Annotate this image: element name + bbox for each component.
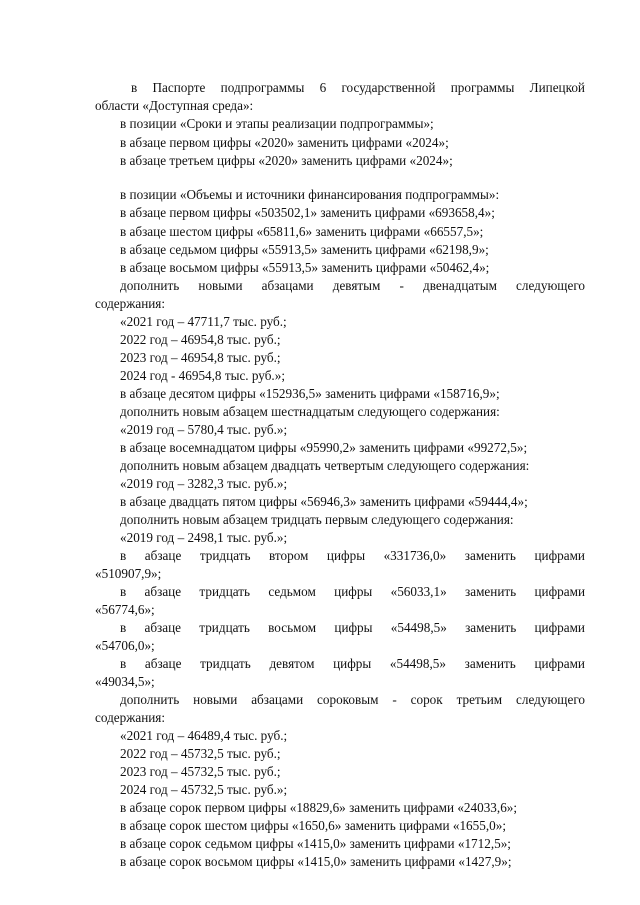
paragraph-line: дополнить новым абзацем двадцать четвертым следующего содержания: bbox=[120, 458, 530, 473]
paragraph-line: «510907,9»; bbox=[95, 566, 162, 581]
paragraph-line: «2019 год – 3282,3 тыс. руб.»; bbox=[120, 476, 288, 491]
paragraph-line: «2019 год – 2498,1 тыс. руб.»; bbox=[120, 530, 288, 545]
paragraph-line: в абзаце седьмом цифры «55913,5» заменить цифрами «62198,9»; bbox=[120, 242, 489, 257]
paragraph-line: «2021 год – 46489,4 тыс. руб.; bbox=[120, 728, 288, 743]
paragraph-line: в абзаце сорок восьмом цифры «1415,0» заменить цифрами «1427,9»; bbox=[120, 854, 512, 869]
paragraph-line: содержания: bbox=[95, 296, 166, 311]
paragraph-line: в абзаце сорок седьмом цифры «1415,0» заменить цифрами «1712,5»; bbox=[120, 836, 511, 851]
paragraph-line: «54706,0»; bbox=[95, 638, 155, 653]
paragraph-line: в абзаце двадцать пятом цифры «56946,3» заменить цифрами «59444,4»; bbox=[120, 494, 528, 509]
paragraph-line: в абзаце тридцать девятом цифры «54498,5» заменить цифрами bbox=[120, 656, 585, 671]
paragraph-line: дополнить новыми абзацами сороковым - сорок третьим следующего bbox=[120, 692, 585, 707]
paragraph-line: в Паспорте подпрограммы 6 государственной программы Липецкой bbox=[131, 80, 585, 95]
paragraph-line: в абзаце тридцать седьмом цифры «56033,1» заменить цифрами bbox=[120, 584, 585, 599]
paragraph-line: 2022 год – 46954,8 тыс. руб.; bbox=[120, 332, 281, 347]
paragraph-line: 2024 год - 46954,8 тыс. руб.»; bbox=[120, 368, 285, 383]
paragraph-line: 2023 год – 46954,8 тыс. руб.; bbox=[120, 350, 281, 365]
paragraph-line: «56774,6»; bbox=[95, 602, 155, 617]
paragraph-line: в позиции «Сроки и этапы реализации подпрограммы»; bbox=[120, 116, 434, 131]
paragraph-line: в абзаце восемнадцатом цифры «95990,2» заменить цифрами «99272,5»; bbox=[120, 440, 528, 455]
paragraph-line: в абзаце первом цифры «503502,1» заменить цифрами «693658,4»; bbox=[120, 205, 495, 220]
paragraph-line: 2022 год – 45732,5 тыс. руб.; bbox=[120, 746, 281, 761]
paragraph-line: в абзаце тридцать восьмом цифры «54498,5» заменить цифрами bbox=[120, 620, 585, 635]
paragraph-line: в абзаце восьмом цифры «55913,5» заменить цифрами «50462,4»; bbox=[120, 260, 490, 275]
paragraph-line: «49034,5»; bbox=[95, 674, 155, 689]
paragraph-line: области «Доступная среда»: bbox=[95, 98, 254, 113]
paragraph-line: в абзаце сорок шестом цифры «1650,6» заменить цифрами «1655,0»; bbox=[120, 818, 506, 833]
paragraph-line: в абзаце десятом цифры «152936,5» заменить цифрами «158716,9»; bbox=[120, 386, 500, 401]
paragraph-line: в абзаце тридцать втором цифры «331736,0» заменить цифрами bbox=[120, 548, 585, 563]
paragraph-line: «2021 год – 47711,7 тыс. руб.; bbox=[120, 314, 287, 329]
paragraph-line: в абзаце третьем цифры «2020» заменить цифрами «2024»; bbox=[120, 153, 453, 168]
paragraph-line: 2024 год – 45732,5 тыс. руб.»; bbox=[120, 782, 288, 797]
paragraph-line: дополнить новым абзацем шестнадцатым следующего содержания: bbox=[120, 404, 500, 419]
paragraph-line: в абзаце шестом цифры «65811,6» заменить цифрами «66557,5»; bbox=[120, 224, 484, 239]
paragraph-line: содержания: bbox=[95, 710, 166, 725]
paragraph-line: дополнить новыми абзацами девятым - двенадцатым следующего bbox=[120, 278, 585, 293]
paragraph-line: 2023 год – 45732,5 тыс. руб.; bbox=[120, 764, 281, 779]
paragraph-line: в абзаце первом цифры «2020» заменить цифрами «2024»; bbox=[120, 135, 449, 150]
paragraph-line: дополнить новым абзацем тридцать первым следующего содержания: bbox=[120, 512, 514, 527]
paragraph-line: в абзаце сорок первом цифры «18829,6» заменить цифрами «24033,6»; bbox=[120, 800, 518, 815]
paragraph-line: «2019 год – 5780,4 тыс. руб.»; bbox=[120, 422, 288, 437]
paragraph-line: в позиции «Объемы и источники финансирования подпрограммы»: bbox=[120, 187, 500, 202]
